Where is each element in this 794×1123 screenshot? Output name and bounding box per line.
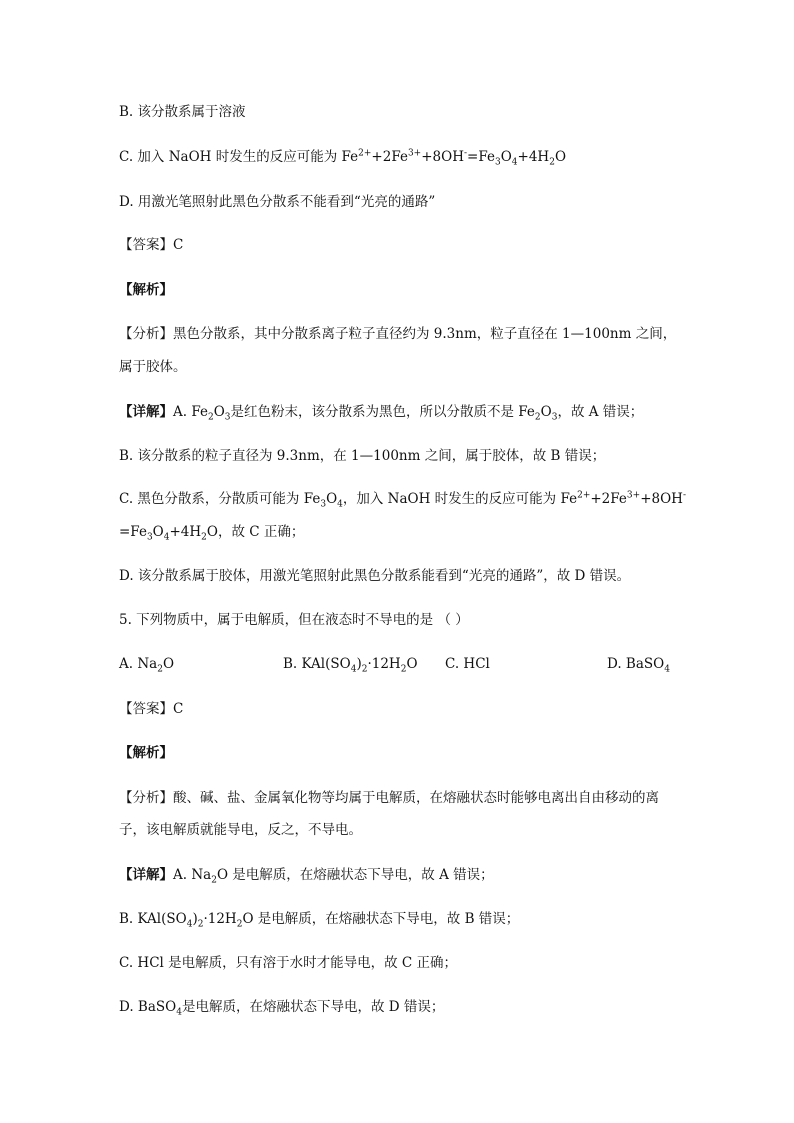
q5-stem: 5. 下列物质中，属于电解质，但在液态时不导电的是 （ ） bbox=[119, 612, 469, 628]
q4-answer: 【答案】C bbox=[119, 237, 184, 253]
q5-analysis-heading: 【解析】 bbox=[119, 745, 173, 761]
q5-option-b: B. $KAl(SO_4)_2\cdot 12H_2O$ bbox=[283, 656, 418, 675]
q4-detail-d: D. 该分散系属于胶体，用激光笔照射此黑色分散系能看到“光亮的通路”，故 D 错误。 bbox=[119, 568, 631, 584]
q4-option-c: C. 加入 NaOH 时发生的反应可能为 $Fe^{2+}+2Fe^{3+}+8OH^-=Fe_3O_4+4H_2O$ bbox=[119, 148, 567, 168]
q5-fenxi-line-1: 【分析】酸、碱、盐、金属氧化物等均属于电解质，在熔融状态时能够电离出自由移动的离 bbox=[119, 790, 659, 806]
q4-detail-a: 【详解】A. $Fe_2O_3$是红色粉末，该分散系为黑色，所以分散质不是 $Fe_2O_3$，故 A 错误； bbox=[119, 404, 644, 423]
q5-fenxi-line-2: 子，该电解质就能导电，反之，不导电。 bbox=[119, 822, 362, 838]
q4-detail-c-line-1: C. 黑色分散系，分散质可能为 $Fe_3O_4$，加入 NaOH 时发生的反应可能为 $Fe^{2+}+2Fe^{3+}+8OH^-$ bbox=[119, 490, 686, 510]
q5-detail-c: C. HCl 是电解质，只有溶于水时才能导电，故 C 正确； bbox=[119, 955, 458, 971]
q5-detail-a: 【详解】A. $Na_2O$ 是电解质，在熔融状态下导电，故 A 错误； bbox=[119, 867, 494, 886]
q4-option-b: B. 该分散系属于溶液 bbox=[119, 104, 246, 120]
q5-option-d: D. BaSO$_4$ bbox=[607, 656, 670, 675]
q4-option-d: D. 用激光笔照射此黑色分散系不能看到“光亮的通路” bbox=[119, 194, 436, 210]
q5-option-c: C. HCl bbox=[445, 656, 490, 672]
q4-detail-c-line-2: $=Fe_3O_4+4H_2O$，故 C 正确； bbox=[119, 524, 305, 543]
q4-fenxi-line-2: 属于胶体。 bbox=[119, 359, 187, 375]
q4-fenxi-line-1: 【分析】黑色分散系，其中分散系离子粒子直径约为 9.3nm，粒子直径在 1—100nm 之间， bbox=[119, 326, 677, 342]
q5-detail-d: D. BaSO$_4$是电解质，在熔融状态下导电，故 D 错误； bbox=[119, 999, 445, 1018]
q4-option-c-text: C. 加入 NaOH 时发生的反应可能为 bbox=[119, 149, 342, 165]
q5-option-a: A. $Na_2O$ bbox=[119, 656, 175, 675]
q5-answer: 【答案】C bbox=[119, 701, 184, 717]
q4-analysis-heading: 【解析】 bbox=[119, 282, 173, 298]
q4-detail-b: B. 该分散系的粒子直径为 9.3nm，在 1—100nm 之间，属于胶体，故 B 错误； bbox=[119, 448, 606, 464]
q5-detail-b: B. $KAl(SO_4)_2\cdot 12H_2O$ 是电解质，在熔融状态下导电，故 B 错误； bbox=[119, 911, 520, 930]
